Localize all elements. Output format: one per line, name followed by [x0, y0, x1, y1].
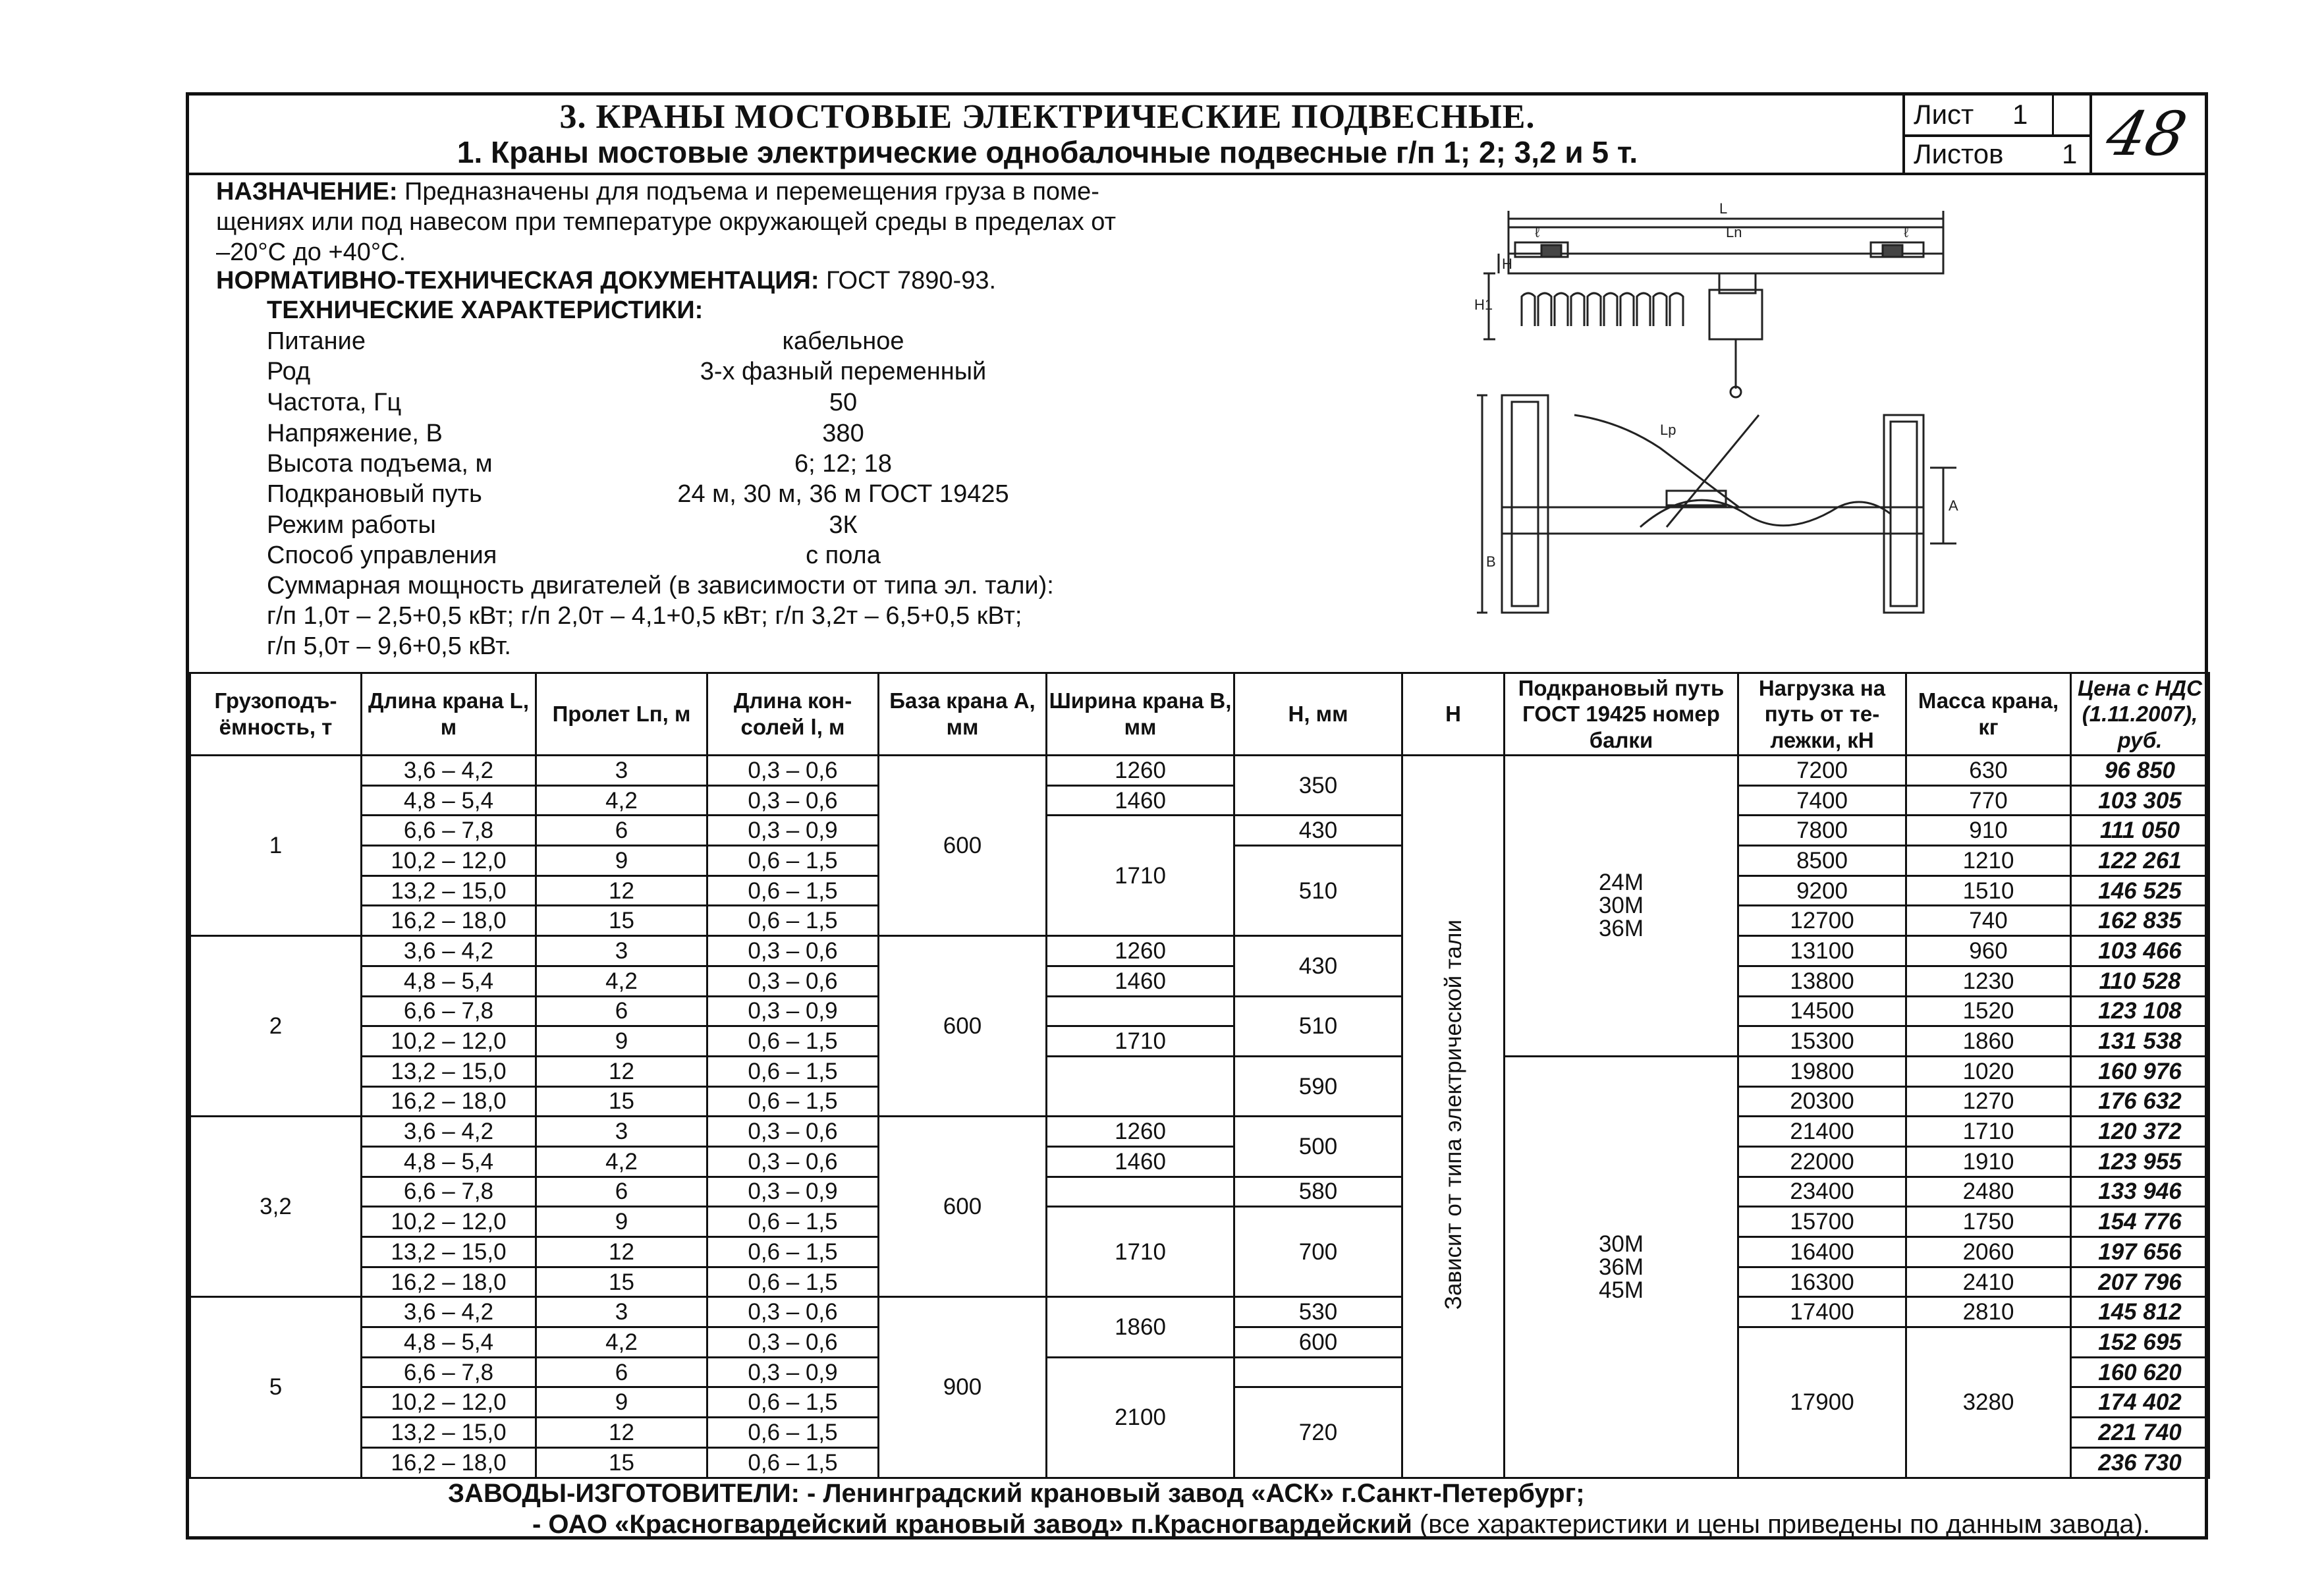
length-cell: 3,6 – 4,2 [362, 1297, 536, 1327]
plan-girder [1502, 507, 1923, 534]
mass-cell: 740 [1906, 906, 2071, 936]
length-cell: 10,2 – 12,0 [362, 846, 536, 876]
length-cell: 4,8 – 5,4 [362, 1146, 536, 1177]
mass-cell: 770 [1906, 785, 2071, 816]
header-width: Ширина крана В, мм [1047, 673, 1234, 756]
width-cell: 1260 [1047, 936, 1234, 966]
load-cell: 22000 [1738, 1146, 1906, 1177]
span-cell: 6 [536, 816, 707, 846]
console-cell: 0,3 – 0,6 [707, 1297, 879, 1327]
capacity-cell: 3,2 [190, 1117, 362, 1297]
price-cell: 162 835 [2071, 906, 2209, 936]
norm-label: НОРМАТИВНО-ТЕХНИЧЕСКАЯ ДОКУМЕНТАЦИЯ: [216, 267, 819, 294]
console-cell: 0,6 – 1,5 [707, 1387, 879, 1418]
load-cell: 16400 [1738, 1237, 1906, 1267]
span-cell: 15 [536, 1086, 707, 1117]
span-cell: 12 [536, 1237, 707, 1267]
load-cell: 7800 [1738, 816, 1906, 846]
span-cell: 4,2 [536, 1327, 707, 1358]
beam-value: 36М [1598, 916, 1644, 942]
height-cell-empty [1234, 1357, 1402, 1387]
span-cell: 9 [536, 1026, 707, 1057]
length-cell: 10,2 – 12,0 [362, 1026, 536, 1057]
console-cell: 0,3 – 0,9 [707, 816, 879, 846]
spec-label: Род [267, 358, 311, 385]
load-cell: 19800 [1738, 1056, 1906, 1086]
manufacturer-2: - ОАО «Красногвардейский крановый завод» п.Красногвардейский [532, 1510, 1412, 1539]
section-title: 3. КРАНЫ МОСТОВЫЕ ЭЛЕКТРИЧЕСКИЕ ПОДВЕСНЫЕ. [559, 98, 1536, 136]
span-cell: 4,2 [536, 966, 707, 996]
beam-value: 45М [1598, 1277, 1644, 1303]
spec-label: Режим работы [267, 511, 436, 539]
width-cell: 1460 [1047, 785, 1234, 816]
width-cell: 1710 [1047, 1026, 1234, 1057]
span-cell: 3 [536, 936, 707, 966]
price-cell: 103 305 [2071, 785, 2209, 816]
base-cell: 600 [879, 1117, 1047, 1297]
span-cell: 9 [536, 1207, 707, 1237]
sheet-label: Лист [1914, 99, 1974, 130]
load-cell: 8500 [1738, 846, 1906, 876]
height-cell: 510 [1234, 996, 1402, 1056]
price-cell: 221 740 [2071, 1418, 2209, 1448]
height-cell: 580 [1234, 1177, 1402, 1207]
header-h-mm: Н, мм [1234, 673, 1402, 756]
span-cell: 12 [536, 875, 707, 906]
manufacturers-line-1: ЗАВОДЫ-ИЗГОТОВИТЕЛИ: - Ленинградский крановый завод «АСК» г.Санкт-Петербург; [448, 1479, 1585, 1508]
console-cell: 0,6 – 1,5 [707, 906, 879, 936]
console-cell: 0,3 – 0,6 [707, 936, 879, 966]
console-cell: 0,3 – 0,9 [707, 1177, 879, 1207]
height-cell: 530 [1234, 1297, 1402, 1327]
spec-label: Способ управления [267, 542, 497, 569]
page-number: 48 [2100, 99, 2193, 169]
hoist [1709, 290, 1762, 339]
width-cell: 1260 [1047, 1117, 1234, 1147]
price-cell: 152 695 [2071, 1327, 2209, 1358]
spec-label: Высота подъема, м [267, 450, 493, 478]
sheets-value: 1 [2062, 138, 2078, 169]
price-cell: 120 372 [2071, 1117, 2209, 1147]
mass-cell: 1230 [1906, 966, 2071, 996]
table-row [190, 816, 2209, 846]
spec-label: Напряжение, В [267, 420, 443, 447]
price-cell: 176 632 [2071, 1086, 2209, 1117]
height-cell: 500 [1234, 1117, 1402, 1177]
span-cell: 12 [536, 1056, 707, 1086]
spec-label: Питание [267, 327, 366, 355]
h-note-cell [1402, 756, 1505, 1478]
spec-label: Частота, Гц [267, 389, 402, 416]
price-cell: 96 850 [2071, 756, 2209, 786]
drawing-label-h1: H1 [1474, 296, 1493, 313]
load-cell: 7400 [1738, 785, 1906, 816]
load-cell: 15700 [1738, 1207, 1906, 1237]
purpose-line-2: щениях или под навесом при температуре окружающей среды в пределах от [216, 208, 1117, 236]
manufacturer-note: (все характеристики и цены приведены по данным завода). [1412, 1510, 2151, 1539]
drawing-label-L: L [1719, 200, 1728, 217]
length-cell: 3,6 – 4,2 [362, 756, 536, 786]
power-line-2: г/п 1,0т – 2,5+0,5 кВт; г/п 2,0т – 4,1+0,5 кВт; г/п 3,2т – 6,5+0,5 кВт; [267, 602, 1022, 630]
length-cell: 13,2 – 15,0 [362, 1056, 536, 1086]
span-cell: 4,2 [536, 785, 707, 816]
load-cell: 17900 [1738, 1327, 1906, 1478]
width-cell: 2100 [1047, 1357, 1234, 1478]
span-cell: 3 [536, 1297, 707, 1327]
beam-cell [1505, 756, 1738, 1057]
height-cell: 590 [1234, 1056, 1402, 1116]
height-cell: 350 [1234, 756, 1402, 816]
width-cell: 1710 [1047, 1207, 1234, 1297]
width-cell: 1460 [1047, 1146, 1234, 1177]
length-cell: 16,2 – 18,0 [362, 1267, 536, 1297]
price-cell: 131 538 [2071, 1026, 2209, 1057]
drawing-label-lp: Lp [1660, 422, 1676, 438]
spec-value: 3К [829, 511, 858, 539]
width-cell-empty [1047, 1056, 1234, 1116]
end-truck-left [1502, 395, 1548, 613]
price-cell: 133 946 [2071, 1177, 2209, 1207]
header-console: Длина кон-солей l, м [707, 673, 879, 756]
spec-label: Подкрановый путь [267, 480, 482, 508]
spec-value: кабельное [782, 327, 904, 355]
price-cell: 236 730 [2071, 1447, 2209, 1478]
mass-cell: 1910 [1906, 1146, 2071, 1177]
load-cell: 14500 [1738, 996, 1906, 1026]
mass-cell: 1020 [1906, 1056, 2071, 1086]
span-cell: 12 [536, 1418, 707, 1448]
console-cell: 0,3 – 0,6 [707, 756, 879, 786]
capacity-cell: 1 [190, 756, 362, 936]
load-cell: 20300 [1738, 1086, 1906, 1117]
length-cell: 16,2 – 18,0 [362, 1447, 536, 1478]
spec-value: 3-х фазный переменный [700, 358, 987, 385]
spec-value: 24 м, 30 м, 36 м ГОСТ 19425 [677, 480, 1009, 508]
purpose-line-1 [216, 178, 1099, 206]
width-cell: 1860 [1047, 1297, 1234, 1357]
length-cell: 16,2 – 18,0 [362, 906, 536, 936]
console-cell: 0,6 – 1,5 [707, 846, 879, 876]
mass-cell: 1750 [1906, 1207, 2071, 1237]
beam-value: 30М [1598, 893, 1644, 919]
console-cell: 0,6 – 1,5 [707, 1086, 879, 1117]
span-cell: 15 [536, 1267, 707, 1297]
table-row [190, 1177, 2209, 1207]
capacity-cell: 5 [190, 1297, 362, 1478]
page-title: 1. Краны мостовые электрические однобалочные подвесные г/п 1; 2; 3,2 и 5 т. [456, 135, 1638, 169]
span-cell: 3 [536, 1117, 707, 1147]
table-row [190, 1297, 2209, 1327]
mass-cell: 1510 [1906, 875, 2071, 906]
price-cell: 122 261 [2071, 846, 2209, 876]
height-cell: 600 [1234, 1327, 1402, 1358]
length-cell: 16,2 – 18,0 [362, 1086, 536, 1117]
header-h: Н [1402, 673, 1505, 756]
table-row [190, 785, 2209, 816]
width-cell-empty [1047, 996, 1234, 1026]
purpose-line-3: –20°С до +40°С. [216, 238, 406, 266]
length-cell: 6,6 – 7,8 [362, 1177, 536, 1207]
table-row [190, 936, 2209, 966]
power-line-1: Суммарная мощность двигателей (в зависимости от типа эл. тали): [267, 572, 1054, 599]
table-row [190, 756, 2209, 786]
console-cell: 0,6 – 1,5 [707, 875, 879, 906]
price-cell: 197 656 [2071, 1237, 2209, 1267]
load-cell: 12700 [1738, 906, 1906, 936]
drawing-label-h: H [1502, 256, 1512, 272]
sheet-cell-divider [1902, 134, 2090, 137]
mass-cell: 910 [1906, 816, 2071, 846]
purpose-text-1: Предназначены для подъема и перемещения груза в поме- [404, 178, 1099, 206]
load-cell: 21400 [1738, 1117, 1906, 1147]
width-cell: 1710 [1047, 816, 1234, 936]
console-cell: 0,6 – 1,5 [707, 1056, 879, 1086]
table-row [190, 1056, 2209, 1086]
price-cell: 160 620 [2071, 1357, 2209, 1387]
console-cell: 0,6 – 1,5 [707, 1207, 879, 1237]
console-cell: 0,6 – 1,5 [707, 1237, 879, 1267]
span-cell: 3 [536, 756, 707, 786]
price-cell: 174 402 [2071, 1387, 2209, 1418]
title-page-divider [2089, 94, 2092, 174]
drawing-label-a: A [1949, 497, 1958, 514]
length-cell: 6,6 – 7,8 [362, 1357, 536, 1387]
load-cell: 23400 [1738, 1177, 1906, 1207]
sheets-label: Листов [1914, 138, 2004, 169]
load-cell: 13100 [1738, 936, 1906, 966]
spec-value: с пола [806, 542, 881, 569]
span-cell: 4,2 [536, 1146, 707, 1177]
specs-title: ТЕХНИЧЕСКИЕ ХАРАКТЕРИСТИКИ: [267, 296, 704, 324]
norm-value: ГОСТ 7890-93. [826, 267, 997, 294]
header-span: Пролет Lп, м [536, 673, 707, 756]
console-cell: 0,3 – 0,6 [707, 1117, 879, 1147]
beam-cell [1505, 1056, 1738, 1478]
crane-drawing [1469, 198, 1989, 646]
table-row [190, 1146, 2209, 1177]
width-cell: 1460 [1047, 966, 1234, 996]
load-cell: 15300 [1738, 1026, 1906, 1057]
purpose-label: НАЗНАЧЕНИЕ: [216, 178, 398, 206]
mass-cell: 2410 [1906, 1267, 2071, 1297]
mass-cell: 1860 [1906, 1026, 2071, 1057]
beam-value: 24М [1598, 870, 1644, 896]
length-cell: 3,6 – 4,2 [362, 1117, 536, 1147]
height-cell: 720 [1234, 1387, 1402, 1478]
height-cell: 430 [1234, 816, 1402, 846]
width-cell-empty [1047, 1177, 1234, 1207]
drawing-label-l-left: ℓ [1535, 224, 1540, 240]
mass-cell: 2060 [1906, 1237, 2071, 1267]
length-cell: 4,8 – 5,4 [362, 966, 536, 996]
console-cell: 0,3 – 0,9 [707, 1357, 879, 1387]
console-cell: 0,3 – 0,9 [707, 996, 879, 1026]
length-cell: 13,2 – 15,0 [362, 1237, 536, 1267]
drawing-label-l-right: ℓ [1904, 224, 1909, 240]
mass-cell: 3280 [1906, 1327, 2071, 1478]
price-cell: 146 525 [2071, 875, 2209, 906]
mass-cell: 1520 [1906, 996, 2071, 1026]
length-cell: 10,2 – 12,0 [362, 1207, 536, 1237]
header-length: Длина крана L, м [362, 673, 536, 756]
crane-table [189, 672, 2210, 1479]
capacity-cell: 2 [190, 936, 362, 1117]
norm-line [216, 267, 996, 295]
load-cell: 13800 [1738, 966, 1906, 996]
mass-cell: 1270 [1906, 1086, 2071, 1117]
price-cell: 111 050 [2071, 816, 2209, 846]
spec-value: 6; 12; 18 [794, 450, 892, 478]
base-cell: 600 [879, 756, 1047, 936]
drawing-label-b: B [1486, 553, 1496, 570]
mass-cell: 1210 [1906, 846, 2071, 876]
height-cell: 430 [1234, 936, 1402, 996]
beam-value: 36М [1598, 1254, 1644, 1280]
load-cell: 17400 [1738, 1297, 1906, 1327]
sheet-value: 1 [2012, 99, 2028, 130]
console-cell: 0,6 – 1,5 [707, 1026, 879, 1057]
price-cell: 123 108 [2071, 996, 2209, 1026]
console-cell: 0,3 – 0,6 [707, 1327, 879, 1358]
height-cell: 510 [1234, 846, 1402, 936]
load-cell: 7200 [1738, 756, 1906, 786]
height-cell: 700 [1234, 1207, 1402, 1297]
length-cell: 13,2 – 15,0 [362, 1418, 536, 1448]
length-cell: 4,8 – 5,4 [362, 1327, 536, 1358]
table-row [190, 996, 2209, 1026]
power-line-3: г/п 5,0т – 9,6+0,5 кВт. [267, 632, 511, 660]
span-cell: 6 [536, 1357, 707, 1387]
span-cell: 15 [536, 1447, 707, 1478]
header-mass: Масса крана, кг [1906, 673, 2071, 756]
price-cell: 207 796 [2071, 1267, 2209, 1297]
mass-cell: 1710 [1906, 1117, 2071, 1147]
price-cell: 123 955 [2071, 1146, 2209, 1177]
span-cell: 9 [536, 846, 707, 876]
load-cell: 16300 [1738, 1267, 1906, 1297]
span-cell: 9 [536, 1387, 707, 1418]
table-row [190, 1026, 2209, 1057]
h-note: Зависит от типа электрической тали [1440, 919, 1466, 1310]
cable-festoon [1522, 293, 1683, 326]
price-cell: 154 776 [2071, 1207, 2209, 1237]
spec-value: 380 [822, 420, 864, 447]
drawing-label-ln: Ln [1726, 224, 1742, 240]
length-cell: 6,6 – 7,8 [362, 996, 536, 1026]
table-row [190, 966, 2209, 996]
price-cell: 160 976 [2071, 1056, 2209, 1086]
console-cell: 0,3 – 0,6 [707, 966, 879, 996]
span-cell: 6 [536, 1177, 707, 1207]
mass-cell: 2480 [1906, 1177, 2071, 1207]
base-cell: 600 [879, 936, 1047, 1117]
width-cell: 1260 [1047, 756, 1234, 786]
price-cell: 145 812 [2071, 1297, 2209, 1327]
table-row [190, 1207, 2209, 1237]
length-cell: 13,2 – 15,0 [362, 875, 536, 906]
length-cell: 10,2 – 12,0 [362, 1387, 536, 1418]
console-cell: 0,6 – 1,5 [707, 1418, 879, 1448]
load-cell: 9200 [1738, 875, 1906, 906]
length-cell: 6,6 – 7,8 [362, 816, 536, 846]
header-beam: Подкрановый путь ГОСТ 19425 номер балки [1505, 673, 1738, 756]
length-cell: 3,6 – 4,2 [362, 936, 536, 966]
mass-cell: 2810 [1906, 1297, 2071, 1327]
header-base: База крана А, мм [879, 673, 1047, 756]
price-cell: 103 466 [2071, 936, 2209, 966]
header-price: Цена с НДС (1.11.2007), руб. [2071, 673, 2209, 756]
console-cell: 0,6 – 1,5 [707, 1447, 879, 1478]
price-cell: 110 528 [2071, 966, 2209, 996]
span-cell: 15 [536, 906, 707, 936]
header-load: Нагрузка на путь от те-лежки, кН [1738, 673, 1906, 756]
header-capacity: Грузоподъ-ёмность, т [190, 673, 362, 756]
span-cell: 6 [536, 996, 707, 1026]
sheet-cell-vdivider [2052, 94, 2054, 134]
console-cell: 0,3 – 0,6 [707, 1146, 879, 1177]
spec-value: 50 [829, 389, 858, 416]
mass-cell: 960 [1906, 936, 2071, 966]
mass-cell: 630 [1906, 756, 2071, 786]
console-cell: 0,3 – 0,6 [707, 785, 879, 816]
beam-value: 30М [1598, 1231, 1644, 1257]
base-cell: 900 [879, 1297, 1047, 1478]
length-cell: 4,8 – 5,4 [362, 785, 536, 816]
console-cell: 0,6 – 1,5 [707, 1267, 879, 1297]
manufacturers-line-2 [532, 1510, 2150, 1540]
table-row [190, 1117, 2209, 1147]
